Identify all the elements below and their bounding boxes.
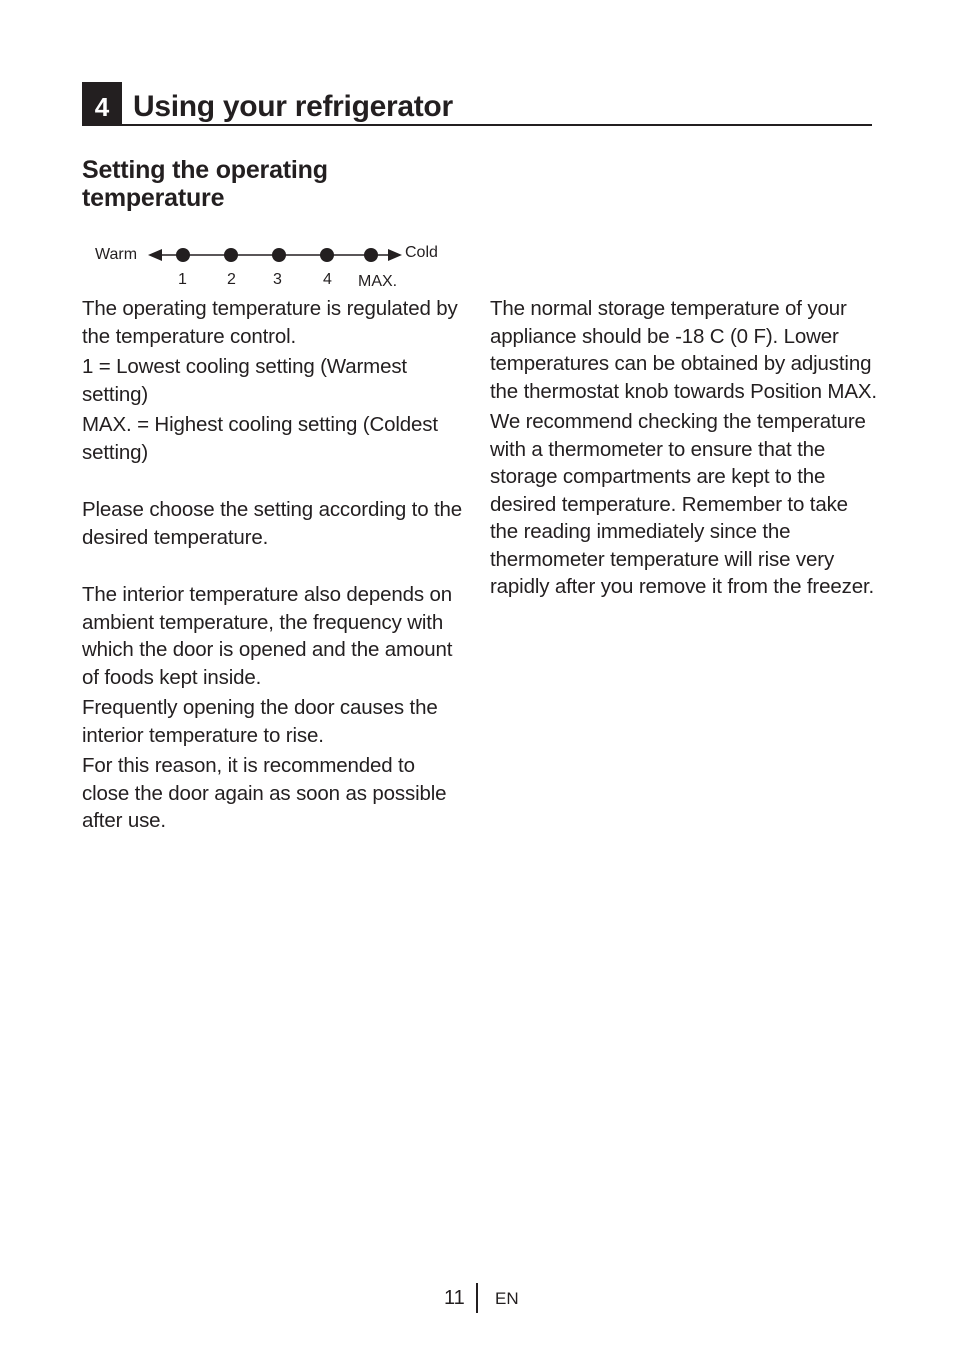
paragraph: We recommend checking the temperature with a thermometer to ensure that the storage compartments are kept to the desired temperature. Remember to take the reading immediately since the thermometer temperature will rise very rapidly after you remove it from the freezer. <box>490 410 875 598</box>
arrow-left-icon <box>148 249 162 261</box>
page-number: 11 <box>444 1287 465 1309</box>
dial-position-3: 3 <box>273 271 282 288</box>
dial-dot-4 <box>320 248 334 262</box>
arrow-right-icon <box>388 249 402 261</box>
warm-label: Warm <box>95 246 138 263</box>
section-heading: Setting the operating temperature <box>82 156 328 212</box>
language-code: EN <box>495 1289 519 1308</box>
paragraph: Please choose the setting according to the desired temperature. <box>82 498 463 549</box>
cold-label: Cold <box>405 244 438 261</box>
paragraph: The interior temperature also depends on ambient temperature, the frequency with which the door is opened and the amount of foods kept inside. <box>82 583 453 689</box>
dial-dot-3 <box>272 248 286 262</box>
paragraph: Frequently opening the door causes the interior temperature to rise. <box>82 696 438 747</box>
dial-dot-2 <box>224 248 238 262</box>
right-column <box>490 295 880 604</box>
footer-divider <box>476 1283 478 1313</box>
dial-position-2: 2 <box>227 271 236 288</box>
paragraph: The operating temperature is regulated by the temperature control. <box>82 297 458 348</box>
paragraph: The normal storage temperature of your appliance should be -18 C (0 F). Lower temperatures can be obtained by adjusting the thermostat knob towards Position MAX. <box>490 297 877 403</box>
dial-position-max: MAX. <box>358 273 398 290</box>
chapter-number-badge: 4 <box>82 82 122 124</box>
left-column <box>82 295 467 838</box>
dial-position-4: 4 <box>323 271 332 288</box>
chapter-title: Using your refrigerator <box>133 90 453 123</box>
paragraph: For this reason, it is recommended to close the door again as soon as possible after use. <box>82 754 447 832</box>
dial-dot-max <box>364 248 378 262</box>
paragraph: 1 = Lowest cooling setting (Warmest setting) <box>82 355 407 406</box>
paragraph: MAX. = Highest cooling setting (Coldest setting) <box>82 413 438 464</box>
chapter-header <box>82 82 872 126</box>
temperature-dial-diagram <box>90 240 460 292</box>
dial-position-1: 1 <box>178 271 187 288</box>
dial-dot-1 <box>176 248 190 262</box>
